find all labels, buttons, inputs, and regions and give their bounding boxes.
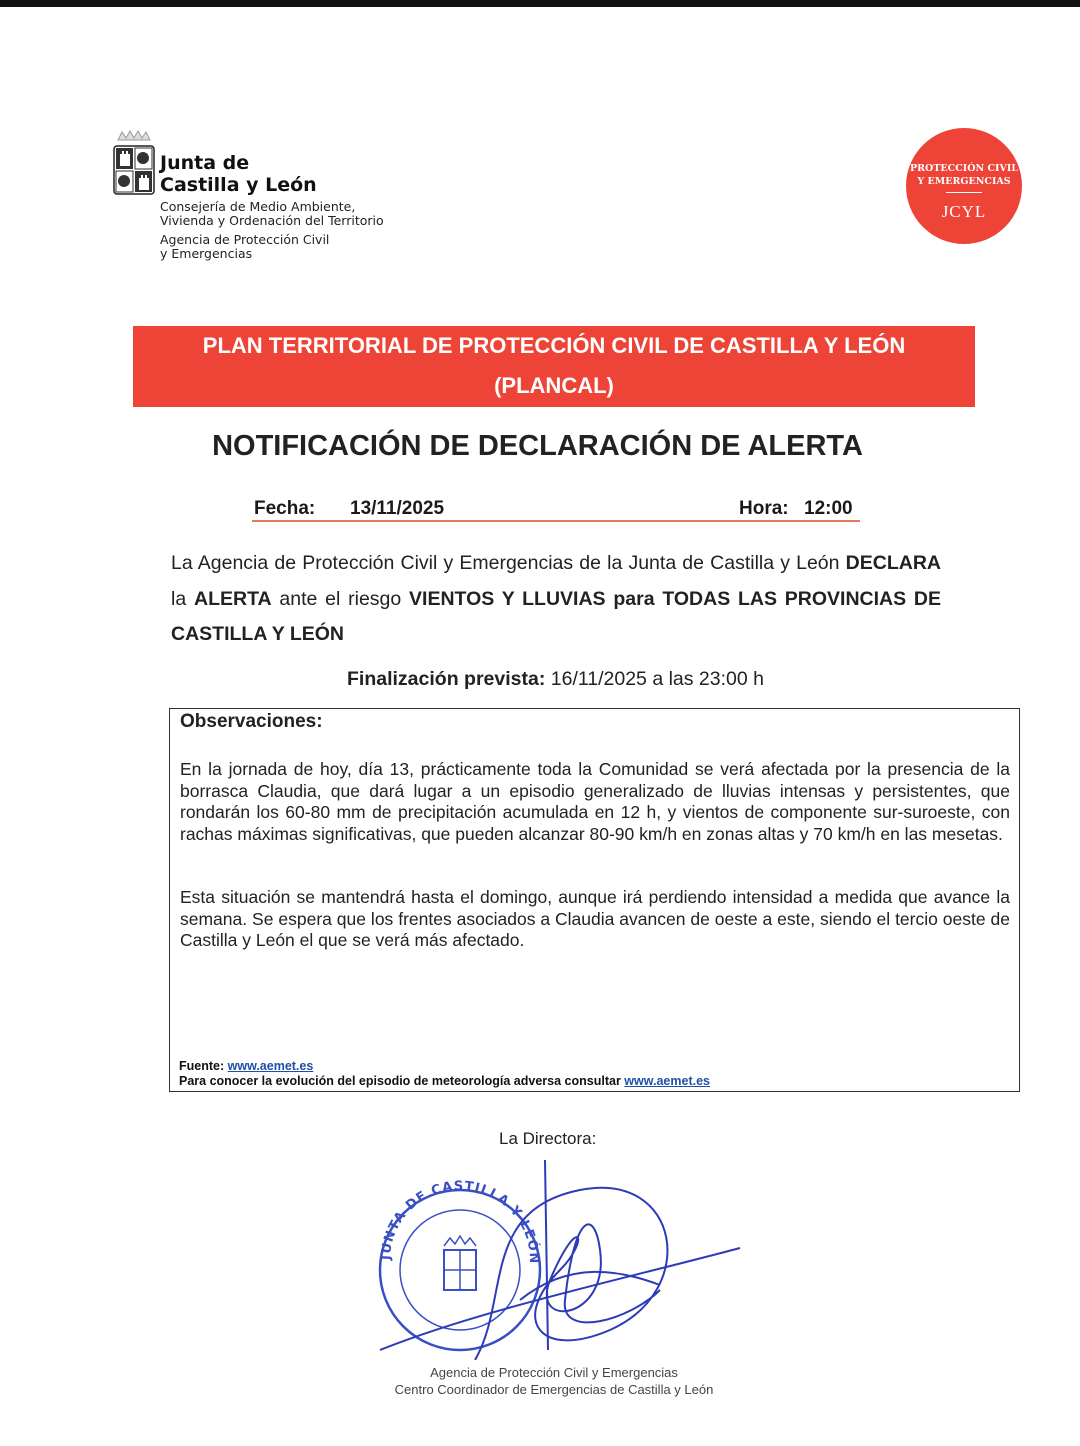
fuente-label: Fuente: bbox=[179, 1059, 225, 1073]
coat-of-arms-icon bbox=[112, 130, 156, 196]
pc-logo-divider bbox=[946, 192, 982, 193]
banner-line1: PLAN TERRITORIAL DE PROTECCIÓN CIVIL DE CASTILLA Y LEÓN bbox=[202, 333, 906, 358]
junta-name: Junta de Castilla y León bbox=[160, 152, 317, 196]
declara-word: DECLARA bbox=[845, 552, 941, 574]
finalizacion-label: Finalización prevista: bbox=[347, 668, 546, 690]
observaciones-paragraph-1: En la jornada de hoy, día 13, prácticamente toda la Comunidad se verá afectada por la presencia de la borrasca Claudia, que dará lugar a un episodio generalizado de lluvias intensas y persistentes, que rondarán los 60-80 mm de precipitación acumulada en 12 h, y vientos de componente sur-suroeste, con rachas máximas significativas, que pueden alcanzar 80-90 km/h en zonas altas y 70 km/h en las mesetas. bbox=[180, 759, 1010, 844]
fuente-link[interactable]: www.aemet.es bbox=[227, 1059, 314, 1073]
consultar-link[interactable]: www.aemet.es bbox=[624, 1074, 710, 1088]
date-time-row bbox=[252, 498, 860, 522]
hora-label: Hora: bbox=[739, 498, 789, 519]
fecha-value: 13/11/2025 bbox=[350, 498, 445, 519]
banner-line2: (PLANCAL) bbox=[494, 373, 614, 398]
hora-value: 12:00 bbox=[804, 498, 853, 519]
consultar-text: Para conocer la evolución del episodio de meteorología adversa consultar bbox=[179, 1074, 621, 1088]
finalizacion-value: 16/11/2025 a las 23:00 h bbox=[550, 668, 764, 690]
observaciones-paragraph-2: Esta situación se mantendrá hasta el domingo, aunque irá perdiendo intensidad a medida que avance la semana. Se espera que los frentes asociados a Claudia avancen de oeste a este, siendo el tercio oeste de Castilla y León el que se verá más afectado. bbox=[180, 887, 1010, 950]
footer-line2: Centro Coordinador de Emergencias de Castilla y León bbox=[394, 1382, 714, 1397]
declaration-paragraph bbox=[171, 546, 941, 653]
declaration-intro: La Agencia de Protección Civil y Emergencias de la Junta de Castilla y León bbox=[171, 552, 840, 574]
top-bar bbox=[0, 0, 1080, 7]
fecha-label: Fecha: bbox=[254, 498, 316, 519]
stamp-text: JUNTA DE CASTILLA Y LEÓN bbox=[378, 1178, 542, 1265]
consejeria-name: Consejería de Medio Ambiente, Vivienda y Ordenación del Territorio bbox=[160, 199, 384, 228]
finalizacion-line bbox=[0, 668, 1080, 691]
agencia-name: Agencia de Protección Civil y Emergencias bbox=[160, 232, 330, 261]
plan-banner bbox=[133, 326, 975, 407]
pc-logo-text: PROTECCIÓN CIVIL Y EMERGENCIAS bbox=[910, 163, 1018, 187]
la-word: la bbox=[171, 587, 187, 610]
page-title: NOTIFICACIÓN DE DECLARACIÓN DE ALERTA bbox=[212, 430, 863, 462]
proteccion-civil-logo bbox=[906, 128, 1022, 244]
footer bbox=[0, 1364, 1080, 1398]
riesgo-text: ante el riesgo bbox=[279, 587, 402, 610]
observaciones-title: Observaciones: bbox=[180, 711, 323, 732]
junta-logo bbox=[112, 130, 412, 270]
official-stamp bbox=[379, 1179, 542, 1350]
fuente-block bbox=[179, 1059, 710, 1089]
footer-line1: Agencia de Protección Civil y Emergencias bbox=[430, 1365, 678, 1380]
observaciones-box bbox=[169, 708, 1020, 1092]
directora-label: La Directora: bbox=[499, 1129, 597, 1148]
stamp-and-signature bbox=[360, 1150, 760, 1360]
pc-logo-jcyl: JCYL bbox=[941, 202, 987, 221]
alerta-word: ALERTA bbox=[193, 587, 272, 610]
riesgo-value: VIENTOS Y LLUVIAS para TODAS LAS PROVINCIAS DE CASTILLA Y LEÓN bbox=[171, 587, 942, 645]
